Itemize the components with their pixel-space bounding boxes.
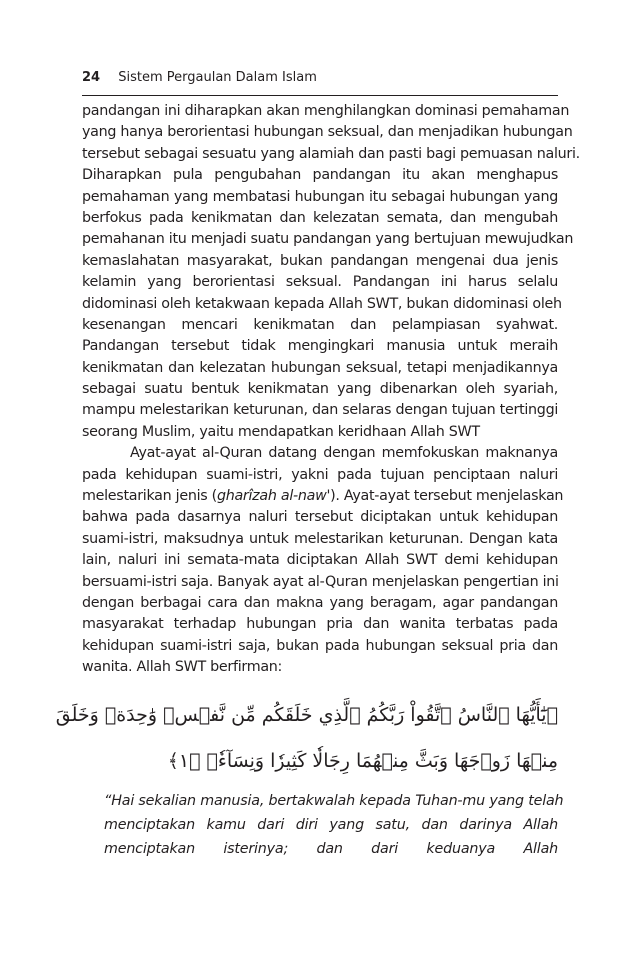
text-line: pandangan ini diharapkan akan menghilangkan dominasi pemahaman bbox=[82, 103, 570, 119]
text-line: kenikmatan dan kelezatan hubungan seksual, tetapi menjadikannya bbox=[82, 359, 558, 376]
arabic-term: gharîzah al-naw bbox=[216, 488, 327, 505]
text-line-with-term bbox=[82, 486, 564, 507]
running-title: Sistem Pergaulan Dalam Islam bbox=[118, 70, 317, 85]
text-line: yang hanya berorientasi hubungan seksual, dan menjadikan hubungan bbox=[82, 124, 573, 141]
text-line: mampu melestarikan keturunan, dan selaras dengan tujuan tertinggi bbox=[82, 402, 559, 419]
text-line: pemahanan itu menjadi suatu pandangan yang bertujuan mewujudkan bbox=[82, 231, 574, 248]
body-paragraphs bbox=[82, 101, 580, 679]
text-line: wanita. Allah SWT berfirman: bbox=[82, 659, 283, 676]
translation-line: menciptakan isterinya; dan dari keduanya Allah bbox=[104, 841, 558, 857]
text-line: berfokus pada kenikmatan dan kelezatan semata, dan mengubah bbox=[82, 209, 558, 226]
text-segment: '). Ayat-ayat tersebut menjelaskan bbox=[326, 488, 564, 505]
text-line: lain, naluri ini semata-mata diciptakan Allah SWT demi kehidupan bbox=[82, 552, 558, 569]
text-line: masyarakat terhadap hubungan pria dan wanita terbatas pada bbox=[82, 616, 558, 633]
quran-verse-line: مِنۡهَا زَوۡجَهَا وَبَثَّ مِنۡهُمَا رِجَالٗا كَثِيرٗا وَنِسَآءٗۚ ﴿١﴾ bbox=[167, 750, 558, 772]
text-line: Diharapkan pula pengubahan pandangan itu akan menghapus bbox=[82, 167, 558, 184]
page-number: 24 bbox=[82, 70, 101, 85]
quran-verse-line: ﴿يَٰٓأَيُّهَا ٱلنَّاسُ ٱتَّقُواْ رَبَّكُمُ ٱلَّذِي خَلَقَكُم مِّن نَّفۡسٖ وَٰحِدَةٖ وَخَلَقَ bbox=[55, 704, 558, 726]
text-line: sebagai suatu bentuk kenikmatan yang dibenarkan oleh syariah, bbox=[82, 381, 558, 398]
text-segment: melestarikan jenis ( bbox=[82, 488, 217, 505]
text-line: seorang Muslim, yaitu mendapatkan keridhaan Allah SWT bbox=[82, 423, 480, 440]
text-line: kelamin yang berorientasi seksual. Pandangan ini harus selalu bbox=[82, 274, 558, 291]
verse-translation bbox=[104, 789, 564, 861]
text-line: Pandangan tersebut tidak mengingkari manusia untuk meraih bbox=[82, 338, 558, 355]
text-line: kehidupan suami-istri saja, bukan pada hubungan seksual pria dan bbox=[82, 637, 558, 654]
text-line: kemaslahatan masyarakat, bukan pandangan mengenai dua jenis bbox=[82, 252, 558, 269]
text-line: tersebut sebagai sesuatu yang alamiah dan pasti bagi pemuasan naluri. bbox=[82, 145, 580, 162]
text-line: kesenangan mencari kenikmatan dan pelampiasan syahwat. bbox=[82, 316, 558, 333]
text-line: bersuami-istri saja. Banyak ayat al-Quran menjelaskan pengertian ini bbox=[82, 573, 559, 590]
text-line: bahwa pada dasarnya naluri tersebut diciptakan untuk kehidupan bbox=[82, 509, 558, 526]
paragraph-start-line: Ayat-ayat al-Quran datang dengan memfokuskan maknanya bbox=[130, 445, 558, 462]
text-line: didominasi oleh ketakwaan kepada Allah SWT, bukan didominasi oleh bbox=[82, 295, 562, 312]
header-rule bbox=[82, 95, 558, 96]
translation-line: “Hai sekalian manusia, bertakwalah kepada Tuhan-mu yang telah bbox=[104, 793, 564, 809]
translation-line: menciptakan kamu dari diri yang satu, dan darinya Allah bbox=[104, 817, 558, 833]
text-line: dengan berbagai cara dan makna yang beragam, agar pandangan bbox=[82, 594, 558, 611]
text-line: pemahaman yang membatasi hubungan itu sebagai hubungan yang bbox=[82, 188, 558, 205]
page-header bbox=[82, 70, 562, 86]
text-line: suami-istri, maksudnya untuk melestarikan keturunan. Dengan kata bbox=[82, 530, 558, 547]
text-line: pada kehidupan suami-istri, yakni pada tujuan penciptaan naluri bbox=[82, 466, 558, 483]
